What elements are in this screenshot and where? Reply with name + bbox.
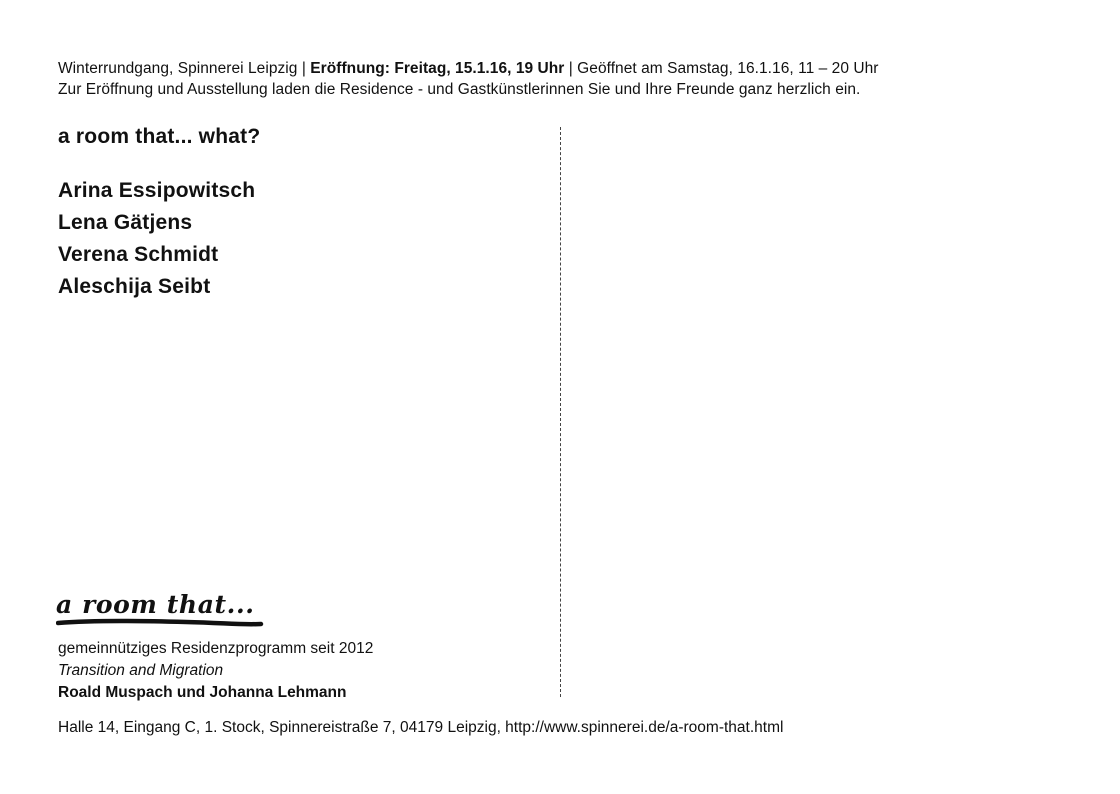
address-footer: Halle 14, Eingang C, 1. Stock, Spinnereistraße 7, 04179 Leipzig, http://www.spinnerei.de/a-room-that.html [58, 719, 784, 736]
artist-list [58, 175, 255, 303]
event-info-line [58, 58, 1098, 79]
event-location: Winterrundgang, Spinnerei Leipzig | [58, 60, 311, 77]
artist-name: Lena Gätjens [58, 211, 193, 234]
artist-name: Aleschija Seibt [58, 275, 211, 298]
opening-date: Eröffnung: Freitag, 15.1.16, 19 Uhr [310, 60, 565, 77]
program-info [58, 638, 373, 704]
logo-wordmark: a room that... [56, 590, 255, 619]
artist-name: Verena Schmidt [58, 243, 219, 266]
logo-underline-stroke [56, 616, 266, 632]
invitation-line: Zur Eröffnung und Ausstellung laden die Residence - und Gastkünstlerinnen Sie und Ihre Freunde ganz herzlich ein. [58, 81, 861, 98]
postcard-divider [560, 127, 561, 697]
opening-hours: | Geöffnet am Samstag, 16.1.16, 11 – 20 Uhr [564, 60, 879, 77]
artist-name: Arina Essipowitsch [58, 179, 256, 202]
invitation-header [58, 58, 1098, 100]
program-description: gemeinnütziges Residenzprogramm seit 2012 [58, 640, 374, 657]
a-room-that-logo [56, 588, 276, 636]
program-organizers: Roald Muspach und Johanna Lehmann [58, 684, 347, 701]
exhibition-title: a room that... what? [58, 125, 261, 148]
program-theme: Transition and Migration [58, 662, 224, 679]
